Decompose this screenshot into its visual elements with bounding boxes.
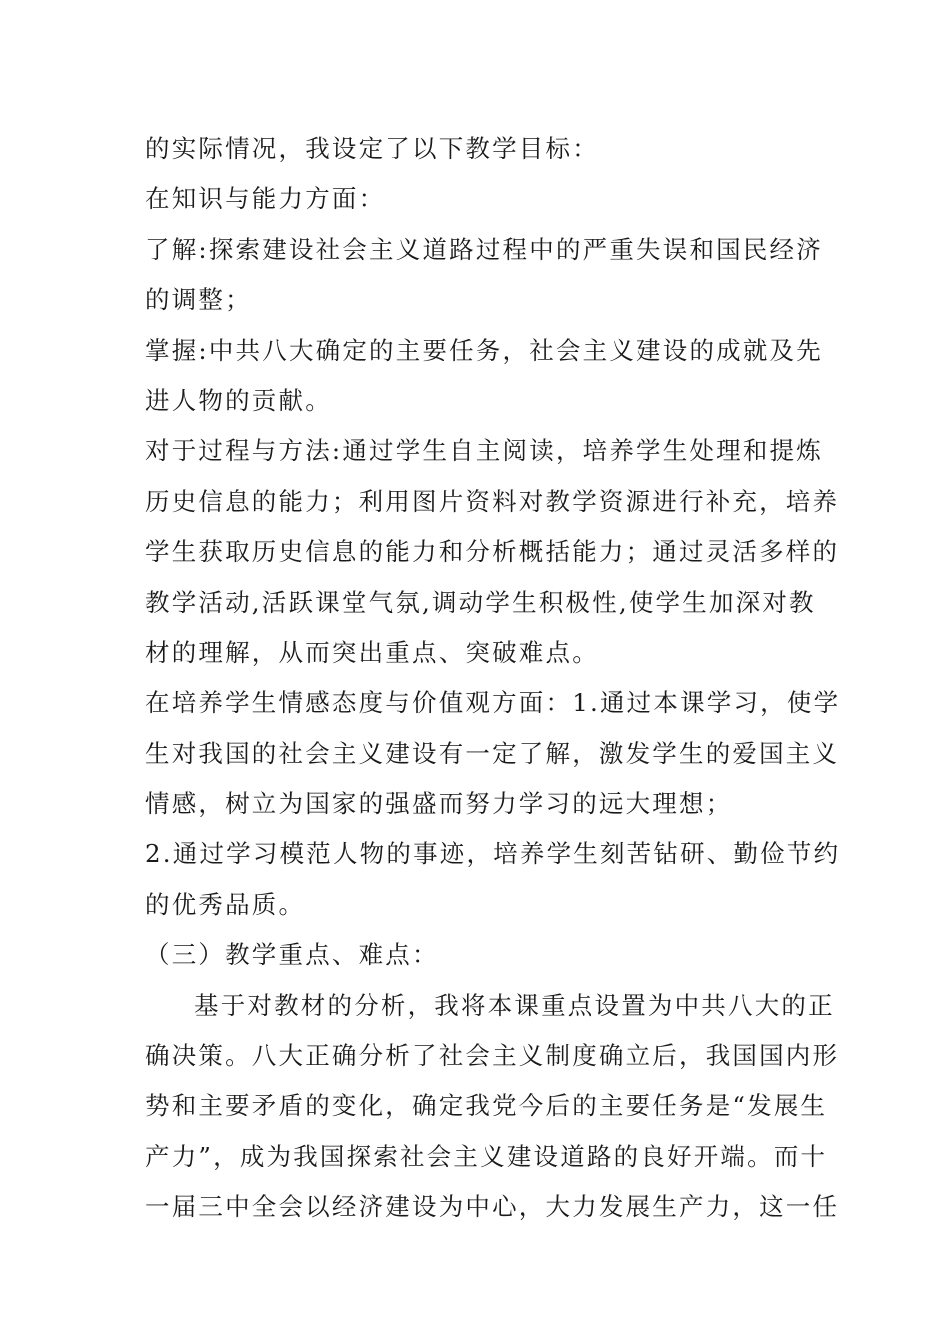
section-heading: （三）教学重点、难点： — [145, 940, 439, 970]
text-line: 的实际情况，我设定了以下教学目标： — [145, 134, 599, 163]
document-body — [145, 124, 841, 1233]
text-line: 的调整； — [145, 285, 252, 315]
text-line: 材的理解，从而突出重点、突破难点。 — [145, 637, 599, 667]
text-line: 产力”，成为我国探索社会主义建设道路的良好开端。而十 — [145, 1141, 828, 1171]
text-line: 对于过程与方法:通过学生自主阅读，培养学生处理和提炼 — [145, 436, 823, 466]
text-line: 确决策。八大正确分析了社会主义制度确立后，我国国内形 — [145, 1041, 840, 1071]
paragraph-first-line: 基于对教材的分析，我将本课重点设置为中共八大的正 — [194, 990, 835, 1020]
text-line: 掌握:中共八大确定的主要任务，社会主义建设的成就及先 — [145, 335, 823, 365]
text-line: 在培养学生情感态度与价值观方面：1.通过本课学习，使学 — [145, 688, 841, 718]
text-line: 2.通过学习模范人物的事迹，培养学生刻苦钻研、勤俭节约 — [145, 839, 841, 869]
text-line: 生对我国的社会主义建设有一定了解，激发学生的爱国主义 — [145, 738, 840, 768]
text-line: 教学活动,活跃课堂气氛,调动学生积极性,使学生加深对教 — [145, 587, 816, 617]
text-line: 的优秀品质。 — [145, 889, 306, 919]
text-line: 一届三中全会以经济建设为中心，大力发展生产力，这一任 — [145, 1192, 840, 1222]
text-line: 情感，树立为国家的强盛而努力学习的远大理想； — [145, 789, 733, 819]
text-line: 进人物的贡献。 — [145, 385, 332, 415]
text-line: 学生获取历史信息的能力和分析概括能力；通过灵活多样的 — [145, 537, 840, 567]
text-line: 在知识与能力方面： — [145, 184, 386, 214]
text-line: 了解:探索建设社会主义道路过程中的严重失误和国民经济 — [145, 234, 823, 264]
text-line: 历史信息的能力；利用图片资料对教学资源进行补充，培养 — [145, 486, 840, 516]
text-line: 势和主要矛盾的变化，确定我党今后的主要任务是“发展生 — [145, 1091, 828, 1121]
